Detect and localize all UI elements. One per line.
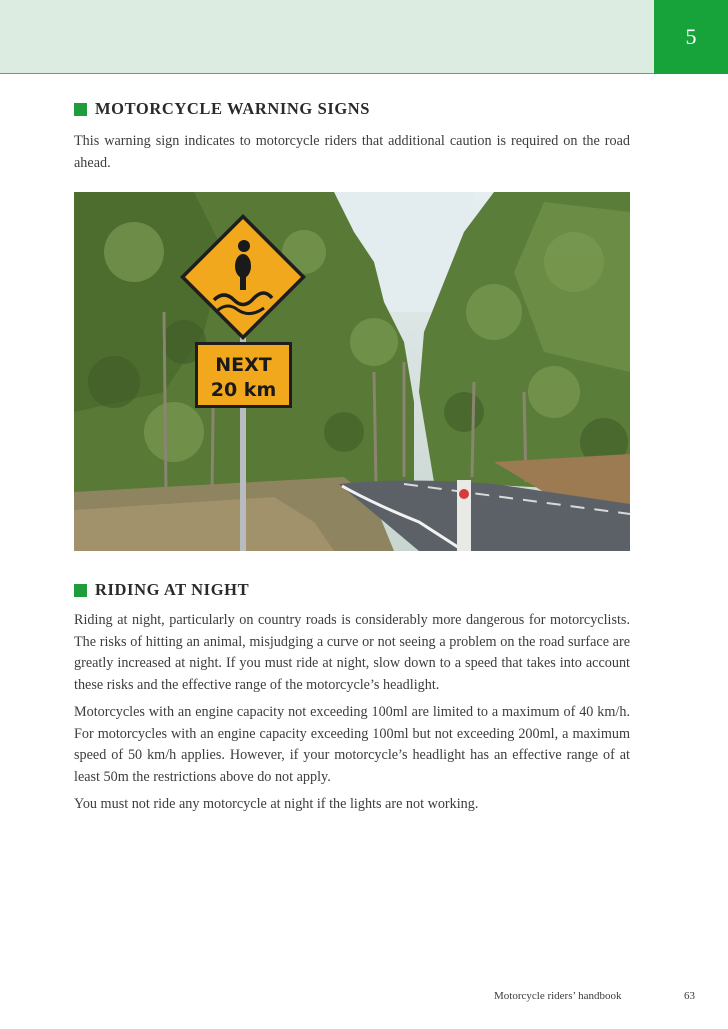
section-paragraph: Motorcycles with an engine capacity not exceeding 100ml are limited to a maximum of 40 km/h. For motorcycles with an engine capacity exceeding 100ml but not exceeding 200ml, a maximum speed of 50 km/h applies. However, if your motorcycle’s headlight has an effective range of at least 50m the restrictions above do not apply. [74,704,630,785]
roadside-sign-illustration [74,192,630,551]
chapter-number-tab: 5 [654,0,728,74]
section-paragraph: You must not ride any motorcycle at night if the lights are not working. [74,796,479,812]
sign-text-line2: 20 km [210,379,277,401]
section-paragraph: This warning sign indicates to motorcycle riders that additional caution is required on the road ahead. [74,133,630,171]
section-motorcycle-warning-signs [74,99,630,174]
section-heading-text: RIDING AT NIGHT [95,580,250,599]
section-riding-at-night [74,580,630,816]
section-heading [74,580,630,600]
footer-page-number: 63 [684,990,695,1002]
footer-handbook-title: Motorcycle riders’ handbook [494,990,622,1002]
header-band [0,0,654,74]
warning-sign-photo [74,192,630,551]
section-paragraph: Riding at night, particularly on country roads is considerably more dangerous for motorcyclists. The risks of hitting an animal, misjudging a curve or not seeing a problem on the road surface are greatly increased at night. If you must ride at night, slow down to a speed that takes into account these risks and the effective range of the motorcycle’s headlight. [74,612,630,693]
section-heading [74,99,630,119]
section-heading-text: MOTORCYCLE WARNING SIGNS [95,99,371,118]
green-square-bullet-icon [74,584,87,597]
green-square-bullet-icon [74,103,87,116]
sign-text-line1: NEXT [215,354,272,376]
